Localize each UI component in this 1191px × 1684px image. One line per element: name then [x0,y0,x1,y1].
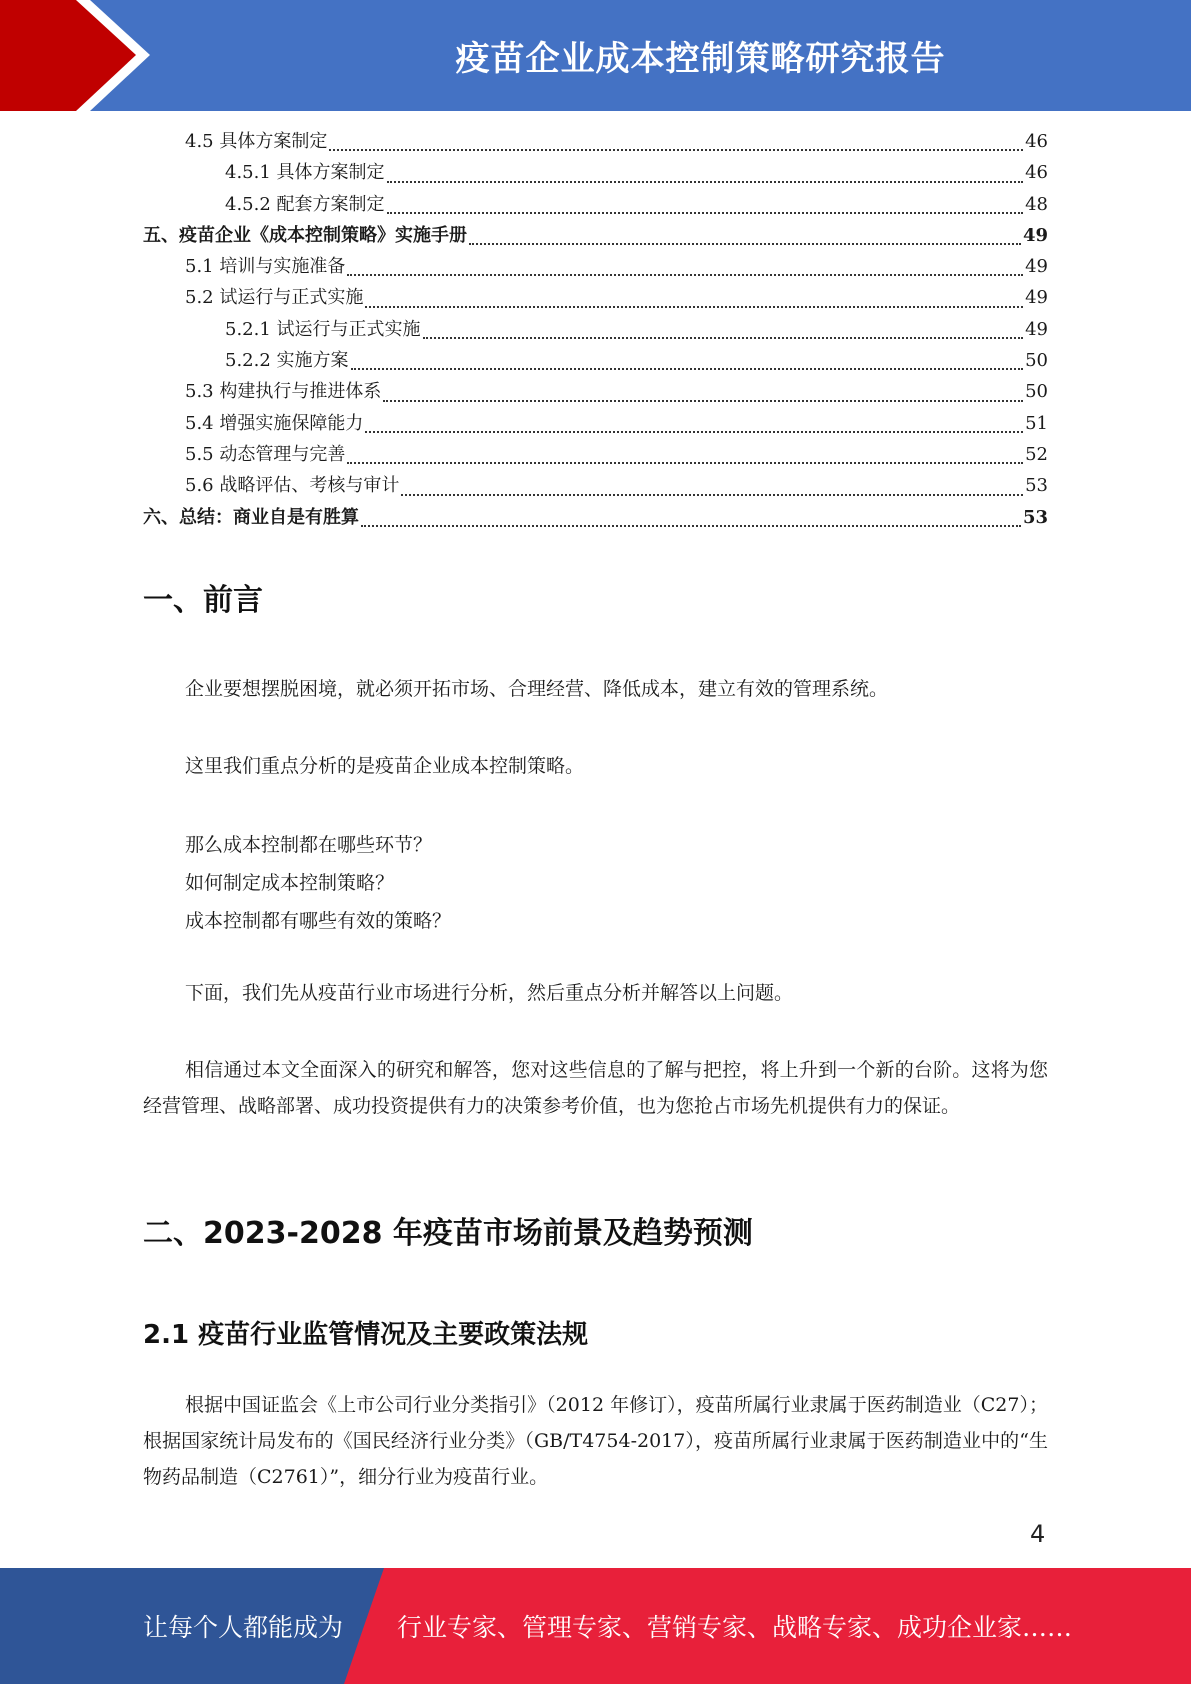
toc-entry[interactable] [143,377,1048,408]
page-number: 4 [1030,1520,1046,1548]
toc-leader-dots [383,400,1023,402]
toc-leader-dots [347,274,1023,276]
toc-leader-dots [365,431,1023,433]
paragraph: 相信通过本文全面深入的研究和解答，您对这些信息的了解与把控，将上升到一个新的台阶。这将为您经营管理、战略部署、成功投资提供有力的决策参考价值，也为您抢占市场先机提供有力的保证。 [143,1059,1048,1117]
toc-entry[interactable] [143,252,1048,283]
toc-leader-dots [365,306,1023,308]
toc-leader-dots [401,494,1023,496]
toc-entry-page: 48 [1025,193,1048,215]
paragraph: 企业要想摆脱困境，就必须开拓市场、合理经营、降低成本，建立有效的管理系统。 [185,678,889,700]
toc-entry[interactable] [143,471,1048,502]
toc-entry[interactable] [143,283,1048,314]
page-header [0,0,1191,111]
toc-entry-page: 51 [1025,412,1048,434]
toc-leader-dots [351,368,1024,370]
toc-entry[interactable] [143,158,1048,189]
question-line: 那么成本控制都在哪些环节？ [185,834,433,856]
section-heading-preface: 一、前言 [143,583,263,618]
toc-entry-label: 5.2.1 试运行与正式实施 [225,318,421,340]
toc-entry-label: 六、总结：商业自是有胜算 [143,506,359,528]
toc-entry[interactable] [143,409,1048,440]
toc-entry-label: 5.3 构建执行与推进体系 [185,381,382,403]
toc-leader-dots [387,181,1024,183]
toc-leader-dots [423,337,1024,339]
toc-leader-dots [387,212,1024,214]
toc-entry-label: 5.5 动态管理与完善 [185,443,346,465]
toc-entry-label: 4.5.1 具体方案制定 [225,162,385,184]
toc-entry-page: 49 [1022,224,1048,246]
toc-entry-page: 50 [1025,350,1048,372]
toc-entry-page: 46 [1025,131,1048,152]
report-title: 疫苗企业成本控制策略研究报告 [455,39,946,79]
paragraph: 这里我们重点分析的是疫苗企业成本控制策略。 [185,755,585,777]
toc-entry-page: 52 [1025,443,1048,465]
toc-leader-dots [347,462,1023,464]
toc-entry[interactable] [143,440,1048,471]
toc-entry-page: 49 [1025,318,1048,340]
paragraph: 根据中国证监会《上市公司行业分类指引》（2012 年修订），疫苗所属行业隶属于医药制造业（C27）；根据国家统计局发布的《国民经济行业分类》（GB/T4754-2017），疫苗所属行业隶属于医药制造业中的“生物药品制造（C2761）”，细分行业为疫苗行业。 [143,1394,1048,1488]
toc-entry-label: 5.2 试运行与正式实施 [185,287,364,309]
toc-entry[interactable] [143,190,1048,221]
toc-leader-dots [329,149,1023,151]
toc-entry-page: 49 [1025,256,1048,278]
toc-entry-page: 53 [1025,475,1048,497]
toc-entry[interactable] [143,315,1048,346]
page-footer [0,1568,1191,1684]
subsection-heading: 2.1 疫苗行业监管情况及主要政策法规 [143,1320,589,1350]
question-line: 成本控制都有哪些有效的策略？ [185,910,452,932]
question-line: 如何制定成本控制策略？ [185,872,395,894]
toc-entry-label: 5.4 增强实施保障能力 [185,412,364,434]
toc-entry[interactable] [143,127,1048,158]
toc-leader-dots [361,525,1021,527]
toc-leader-dots [469,243,1021,245]
toc-entry-label: 5.1 培训与实施准备 [185,256,346,278]
toc-entry-label: 4.5.2 配套方案制定 [225,193,385,215]
toc-entry-page: 46 [1025,162,1048,184]
footer-slogan-right: 行业专家、管理专家、营销专家、战略专家、成功企业家…… [397,1613,1073,1642]
paragraph: 下面，我们先从疫苗行业市场进行分析，然后重点分析并解答以上问题。 [185,982,794,1004]
toc-entry-label: 5.6 战略评估、考核与审计 [185,475,400,497]
table-of-contents [143,127,1048,534]
footer-slogan-left: 让每个人都能成为 [143,1613,344,1642]
toc-entry-label: 4.5 具体方案制定 [185,131,328,152]
toc-entry-label: 5.2.2 实施方案 [225,350,349,372]
toc-entry[interactable] [143,503,1048,534]
toc-entry-page: 49 [1025,287,1048,309]
toc-entry-page: 50 [1025,381,1048,403]
section-heading-market: 二、2023-2028 年疫苗市场前景及趋势预测 [143,1216,753,1251]
toc-entry[interactable] [143,221,1048,252]
toc-entry-label: 五、疫苗企业《成本控制策略》实施手册 [143,224,467,246]
toc-entry-page: 53 [1022,506,1048,528]
toc-entry[interactable] [143,346,1048,377]
